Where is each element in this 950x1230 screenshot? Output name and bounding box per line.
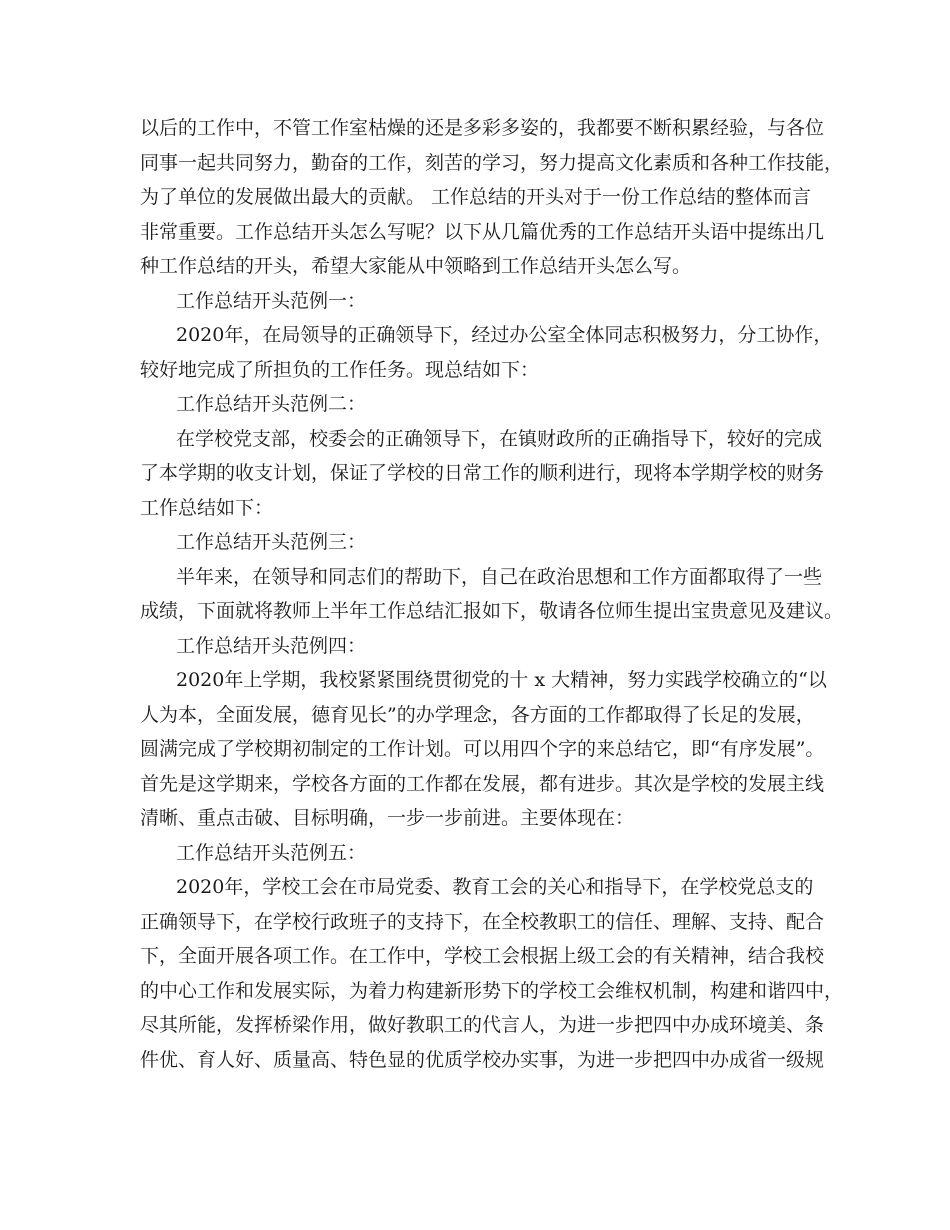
paragraph-start: 2020年上学期，我校紧紧围绕贯彻党的十 x 大精神，努力实践学校确立的“以	[176, 669, 827, 691]
text-line: 成绩，下面就将教师上半年工作总结汇报如下，敬请各位师生提出宝贵意见及建议。	[140, 600, 844, 622]
text-line: 以后的工作中，不管工作室枯燥的还是多彩多姿的，我都要不断积累经验，与各位	[140, 117, 825, 139]
paragraph-start: 在学校党支部，校委会的正确领导下，在镇财政所的正确指导下，较好的完成	[176, 427, 823, 450]
paragraph-start: 2020年，学校工会在市局党委、教育工会的关心和指导下，在学校党总支的	[176, 876, 814, 898]
text-line: 非常重要。工作总结开头怎么写呢？以下从几篇优秀的工作总结开头语中提练出几	[140, 220, 825, 243]
text-line: 的中心工作和发展实际，为着力构建新形势下的学校工会维权机制，构建和谐四中，	[140, 979, 844, 1002]
section-heading: 工作总结开头范例一：	[176, 289, 367, 312]
document-body	[140, 111, 844, 1077]
text-line: 件优、育人好、质量高、特色显的优质学校办实事，为进一步把四中办成省一级规	[140, 1048, 825, 1071]
paragraph-start: 2020年，在局领导的正确领导下，经过办公室全体同志积极努力，分工协作，	[176, 324, 833, 346]
text-line: 尽其所能，发挥桥梁作用，做好教职工的代言人，为进一步把四中办成环境美、条	[140, 1014, 825, 1036]
text-line: 正确领导下，在学校行政班子的支持下，在全校教职工的信任、理解、支持、配合	[140, 910, 825, 933]
section-heading: 工作总结开头范例二：	[176, 393, 367, 415]
section-heading: 工作总结开头范例三：	[176, 531, 367, 553]
text-line: 了本学期的收支计划，保证了学校的日常工作的顺利进行，现将本学期学校的财务	[140, 462, 825, 484]
text-line: 工作总结如下：	[140, 496, 274, 519]
text-line: 圆满完成了学校期初制定的工作计划。可以用四个字的来总结它，即“有序发展”。	[140, 738, 825, 760]
text-line: 较好地完成了所担负的工作任务。现总结如下：	[140, 358, 540, 381]
section-heading: 工作总结开头范例四：	[176, 634, 367, 657]
text-line: 清晰、重点击破、目标明确，一步一步前进。主要体现在：	[140, 807, 635, 829]
section-heading: 工作总结开头范例五：	[176, 841, 367, 864]
text-line: 下，全面开展各项工作。在工作中，学校工会根据上级工会的有关精神，结合我校	[140, 945, 825, 967]
text-line: 同事一起共同努力，勤奋的工作，刻苦的学习，努力提高文化素质和各种工作技能，	[140, 151, 844, 174]
text-line: 首先是这学期来，学校各方面的工作都在发展，都有进步。其次是学校的发展主线	[140, 772, 825, 795]
paragraph-start: 半年来，在领导和同志们的帮助下，自己在政治思想和工作方面都取得了一些	[176, 565, 823, 588]
text-line: 为了单位的发展做出最大的贡献。 工作总结的开头对于一份工作总结的整体而言	[140, 186, 812, 208]
text-line: 人为本，全面发展，德育见长”的办学理念，各方面的工作都取得了长足的发展，	[140, 703, 815, 726]
text-line: 种工作总结的开头，希望大家能从中领略到工作总结开头怎么写。	[140, 255, 692, 277]
